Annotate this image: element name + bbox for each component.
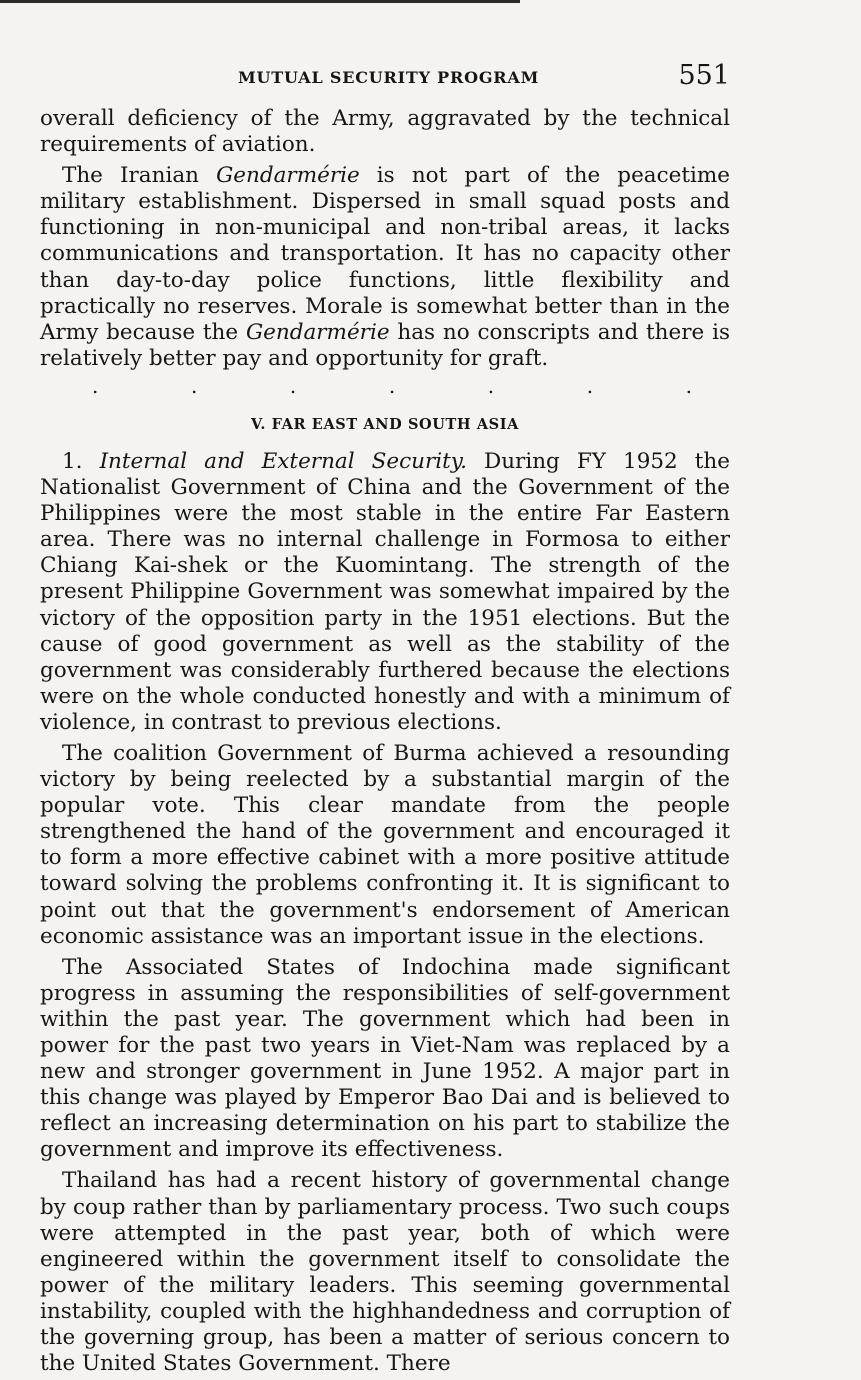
paragraph-text: The Iranian (62, 163, 217, 189)
ellipsis-dot: . (388, 373, 396, 398)
ellipsis-dots (92, 374, 692, 400)
top-rule (0, 0, 520, 3)
ellipsis-dot: . (487, 373, 495, 398)
paragraph-gendarmerie (40, 163, 730, 372)
running-head: MUTUAL SECURITY PROGRAM (238, 68, 540, 87)
paragraph-text: is not part of the peacetime military establishment. Dispersed in small squad posts and functioning in non-municipal and non-tribal areas, it lacks communications and transportation. It has no capacity other than day-to-day police functions, little flexibility and practically no reserves. Morale is somewhat better than in the Army because the (40, 163, 730, 345)
page-number: 551 (678, 60, 730, 91)
page-body (40, 106, 730, 1377)
ellipsis-dot: . (190, 373, 198, 398)
ellipsis-dot: . (586, 373, 594, 398)
page-header (40, 60, 730, 92)
paragraph-army-deficiency: overall deficiency of the Army, aggravated by the technical requirements of aviation. (40, 106, 730, 158)
paragraph-emphasis: Gendarmérie (245, 319, 390, 345)
paragraph-text: During FY 1952 the Nationalist Government of China and the Government of the Philippines were the most stable in the entire Far Eastern area. There was no internal challenge in Formosa to either Chiang Kai-shek or the Kuomintang. The strength of the present Philippine Government was somewhat impaired by the victory of the opposition party in the 1951 elections. But the cause of good government as well as the stability of the government was considerably furthered because the elections were on the whole conducted honestly and with a minimum of violence, in contrast to previous elections. (40, 448, 730, 735)
paragraph-emphasis: Internal and External Security. (99, 448, 467, 474)
paragraph-burma: The coalition Government of Burma achieved a resounding victory by being reelected by a substantial margin of the popular vote. This clear mandate from the people strengthened the hand of the government and encouraged it to form a more effective cabinet with a more positive attitude toward solving the problems confronting it. It is significant to point out that the government's endorsement of American economic assistance was an important issue in the elections. (40, 740, 730, 949)
ellipsis-dot: . (289, 373, 297, 398)
paragraph-text: has no conscripts and there is relatively better pay and opportunity for graft. (40, 319, 730, 371)
paragraph-internal-security (40, 449, 730, 736)
paragraph-number: 1. (62, 448, 100, 474)
section-heading: V. FAR EAST AND SOUTH ASIA (251, 415, 519, 433)
paragraph-indochina: The Associated States of Indochina made significant progress in assuming the responsibilities of self-government within the past year. The government which had been in power for the past two years in Viet-Nam was replaced by a new and stronger government in June 1952. A major part in this change was played by Emperor Bao Dai and is believed to reflect an increasing determination on his part to stabilize the government and improve its effectiveness. (40, 954, 730, 1163)
ellipsis-dot: . (92, 373, 99, 398)
paragraph-thailand: Thailand has had a recent history of governmental change by coup rather than by parliamentary process. Two such coups were attempted in the past year, both of which were engineered within the government itself to consolidate the power of the military leaders. This seeming governmental instability, coupled with the highhandedness and corruption of the governing group, has been a matter of serious concern to the United States Government. There (40, 1168, 730, 1377)
ellipsis-dot: . (685, 373, 692, 398)
paragraph-emphasis: Gendarmérie (216, 163, 360, 189)
